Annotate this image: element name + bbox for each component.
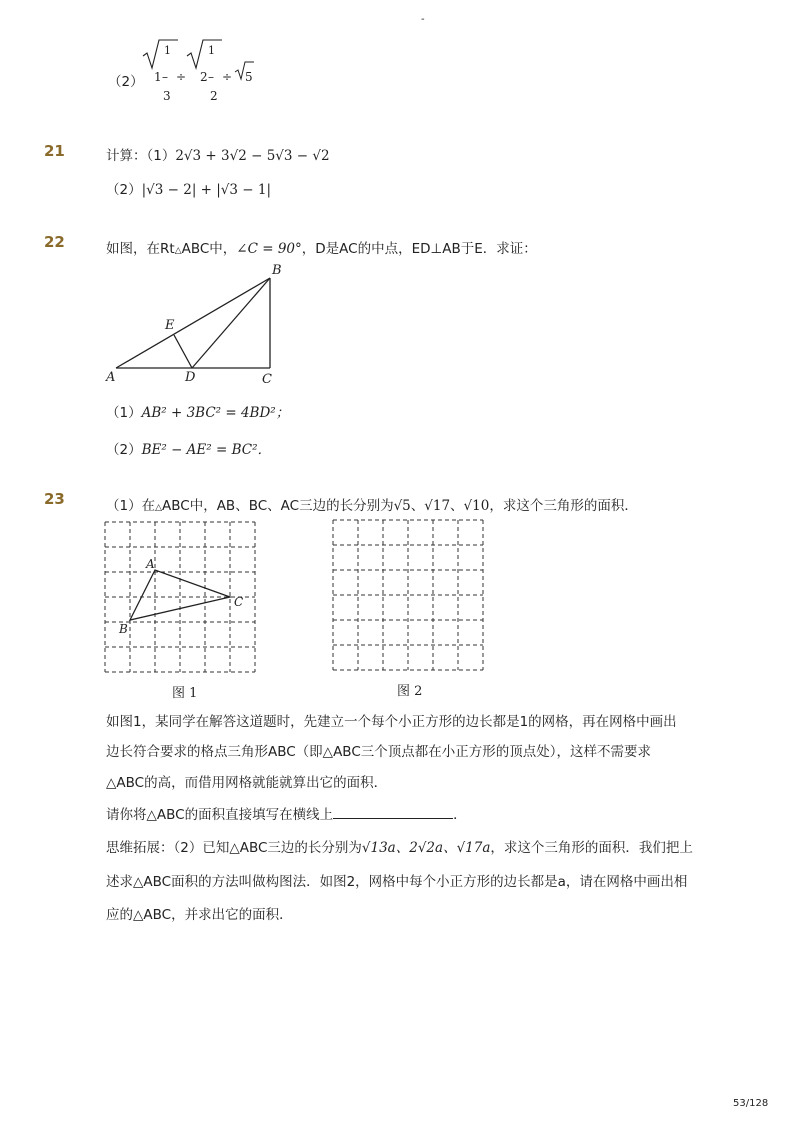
q21-intro (106, 144, 330, 164)
q22-stem (106, 237, 537, 257)
q23-fill-text: 请你将△ABC的面积直接填写在横线上 (106, 807, 334, 823)
q23-part1-a: （1）在 (106, 498, 156, 514)
q22-label-E: E (165, 318, 175, 333)
q20-div2: ÷ (222, 70, 233, 84)
q22-number: 22 (44, 233, 65, 251)
q20-part2-label: （2） (108, 74, 144, 90)
q21-intro-text: 计算： (106, 148, 147, 164)
q20-whole1: 1 (154, 70, 162, 84)
q23-para2-line3: 应的△ABC，并求出它的面积． (106, 907, 293, 923)
top-mark: - (421, 14, 425, 25)
q23-para1-line2: 边长符合要求的格点三角形ABC（即△ABC三个顶点都在小正方形的顶点处），这样不需要求 (106, 744, 652, 760)
q23-para2-line2: 述求△ABC面积的方法叫做构图法．如图2，网格中每个小正方形的边长都是a，请在网格中画出相 (106, 874, 688, 890)
q20-den2: 2 (210, 89, 218, 103)
q20-num1: 1 (164, 44, 171, 57)
q22-angle: ∠C = 90° (236, 241, 302, 257)
q20-dash2: – (208, 70, 214, 84)
q23-para2-a: 思维拓展：（2）已知△ABC三边的长分别为 (106, 840, 362, 856)
q23-tri: △ (155, 503, 163, 513)
q23-para2-b: ，求这个三角形的面积．我们把上 (490, 840, 693, 856)
q23-number: 23 (44, 490, 65, 508)
page-number: 53/128 (733, 1098, 769, 1109)
q22-label-D: D (185, 370, 196, 385)
q23-fig1-label-C: C (234, 595, 244, 609)
q21-part2-label: （2） (106, 182, 142, 198)
q23-fig1-caption: 图 1 (172, 686, 198, 701)
q22-part1-label: （1） (106, 405, 142, 421)
segment-AB (116, 278, 270, 368)
q22-stem-b: ABC中， (181, 241, 237, 257)
q21-part2 (106, 178, 271, 198)
q22-part2-expr: BE² − AE² = BC²． (141, 442, 271, 458)
q22-stem-a: 如图，在Rt (106, 241, 175, 257)
q22-part1 (106, 401, 289, 421)
q20-div1: ÷ (176, 70, 187, 84)
q22-label-B: B (272, 263, 282, 278)
q23-part1 (106, 494, 638, 514)
q23-sides: √5、√17、√10 (393, 498, 490, 514)
q20-den1: 3 (163, 89, 171, 103)
q23-part1-b: ABC中，AB、BC、AC三边的长分别为 (162, 498, 394, 514)
segment-BD (192, 278, 270, 368)
q23-fill-line (106, 803, 467, 823)
q23-para2-line1 (106, 836, 693, 856)
q22-tri: △ (174, 246, 182, 256)
q23-para1-line3: △ABC的高，而借用网格就能就算出它的面积． (106, 775, 388, 791)
q22-label-A: A (106, 370, 116, 385)
q20-whole2: 2 (200, 70, 208, 84)
q21-part1-expr: 2√3 + 3√2 − 5√3 − √2 (175, 148, 330, 164)
q21-number: 21 (44, 142, 65, 160)
segment-ED (174, 335, 192, 368)
q22-part2 (106, 438, 271, 458)
q22-part1-expr: AB² + 3BC² = 4BD²； (141, 405, 290, 421)
q23-para2-sides: √13a、2√2a、√17a (361, 840, 491, 856)
q23-fig2-caption: 图 2 (397, 684, 423, 699)
q23-fig1-label-B: B (119, 622, 128, 636)
q23-fig1-label-A: A (146, 557, 155, 571)
q22-triangle-figure (100, 260, 300, 390)
q20-dash1: – (162, 70, 168, 84)
q23-answer-blank[interactable] (333, 806, 453, 819)
q20-num2: 1 (208, 44, 215, 57)
q23-para1-line1: 如图1，某同学在解答这道题时，先建立一个每个小正方形的边长都是1的网格，再在网格中画出 (106, 714, 677, 730)
q22-part2-label: （2） (106, 442, 142, 458)
q23-grid-figure-2 (333, 520, 485, 672)
q23-part1-c: ，求这个三角形的面积． (489, 498, 638, 514)
q21-part2-expr: |√3 − 2| + |√3 − 1| (141, 182, 272, 198)
q22-stem-c: ，D是AC的中点，ED⊥AB于E．求证： (301, 241, 537, 257)
q21-part1-label: （1） (146, 148, 176, 164)
q20-sqrt5: 5 (245, 70, 253, 84)
q23-fill-end: ． (453, 807, 467, 823)
q22-label-C: C (262, 372, 272, 387)
